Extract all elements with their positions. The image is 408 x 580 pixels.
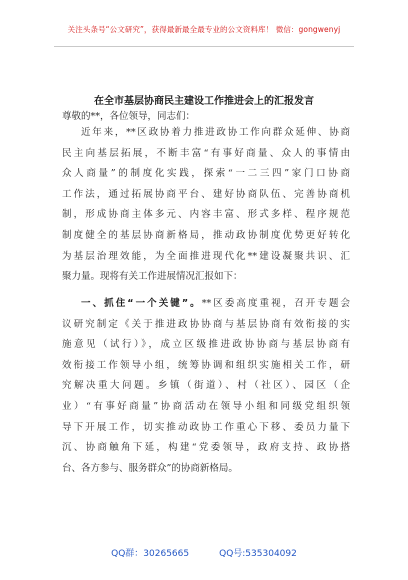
paragraph-line: 近年来，**区政协着力推进政协工作向群众延伸、协商 — [81, 127, 350, 138]
footer-qq-group: QQ群：30265665 — [111, 549, 190, 559]
paragraph-line: 究解决重大问题。乡镇（街道）、村（社区）、园区（企 — [62, 380, 350, 392]
header-banner: 关注头条号“公文研究”，获得最新最全最专业的公文资料库！ 微信：gongwenyj — [67, 25, 341, 34]
paragraph-line-text: **区委高度重视，召开专题会 — [201, 298, 350, 309]
section-heading: 一、抓住“一个关键”。 — [81, 298, 202, 309]
paragraph-line: 为基层治理效能，为全面推进现代化**建设凝聚共识、汇 — [62, 250, 350, 262]
paragraph-line: 效衔接工作领导小组，统筹协调和组织实施相关工作，研 — [62, 359, 350, 371]
paragraph-section-one — [62, 294, 350, 479]
footer-contact — [20, 546, 388, 559]
paragraph-line: 众人商量”的制度化实践，探索“一二三四”家门口协商 — [62, 168, 350, 180]
paragraph-line: 议研究制定《关于推进政协协商与基层协商有效衔接的实 — [62, 318, 350, 330]
paragraph-line: 民主向基层拓展，不断丰富“有事好商量、众人的事情由 — [62, 147, 350, 159]
paragraph-line: 制度健全的基层协商新格局，推动政协制度优势更好转化 — [62, 229, 350, 241]
paragraph-intro — [62, 123, 350, 288]
salutation: 尊敬的**，各位领导，同志们： — [62, 111, 196, 122]
paragraph-line: 台、各方参与、服务群众”的协商新格局。 — [62, 462, 238, 474]
paragraph-line: 制，形成协商主体多元、内容丰富、形式多样、程序规范 — [62, 209, 350, 221]
footer-qq-number: QQ号:535304092 — [219, 549, 297, 559]
paragraph-line — [62, 294, 350, 315]
paragraph-line: 聚力量。现将有关工作进展情况汇报如下： — [62, 271, 243, 283]
paragraph-line: 工作法，通过拓展协商平台、建好协商队伍、完善协商机 — [62, 188, 350, 200]
paragraph-line: 导下开展工作，切实推动政协工作重心下移、委员力量下 — [62, 421, 350, 433]
paragraph-line: 施意见（试行）》，成立区级推进政协协商与基层协商有 — [62, 339, 350, 351]
paragraph-line: 沉、协商触角下延，构建“党委领导，政府支持、政协搭 — [62, 442, 350, 454]
header-divider — [54, 46, 354, 47]
document-title: 在全市基层协商民主建设工作推进会上的汇报发言 — [94, 96, 314, 107]
paragraph-line: 业）“有事好商量”协商活动在领导小组和同级党组织领 — [62, 400, 350, 412]
